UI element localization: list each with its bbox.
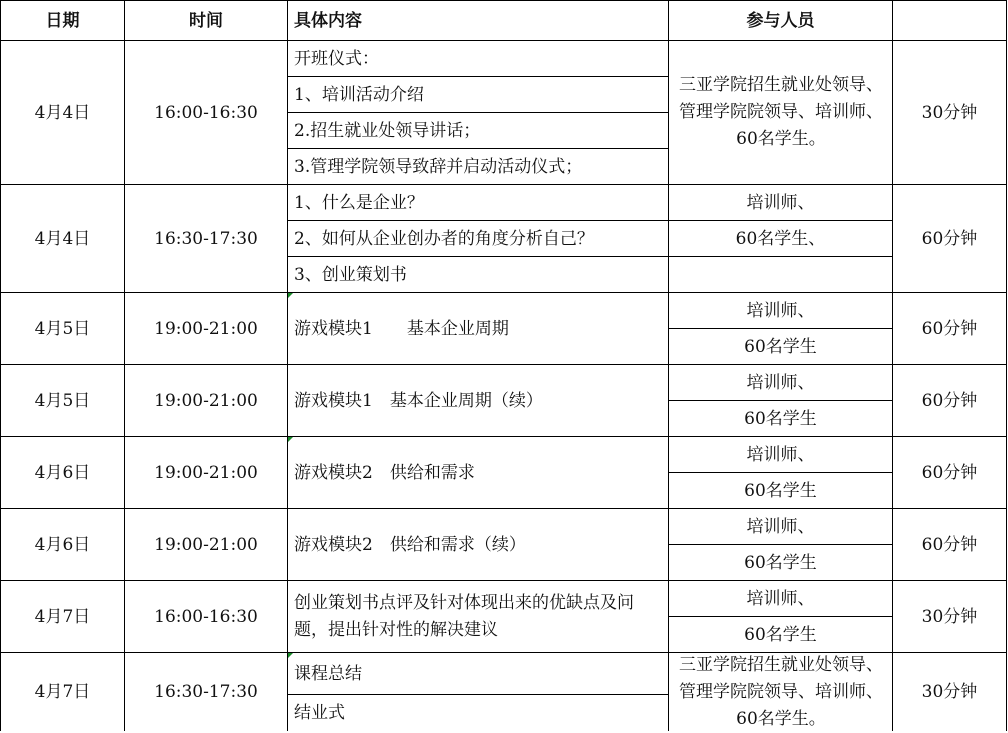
row-duration: 60分钟 bbox=[921, 228, 978, 249]
row-time: 16:00-16:30 bbox=[154, 606, 258, 627]
row-time: 19:00-21:00 bbox=[154, 462, 258, 483]
row-time: 19:00-21:00 bbox=[154, 318, 258, 339]
participant-line: 培训师、 bbox=[746, 516, 815, 537]
participant-line: 培训师、 bbox=[746, 372, 815, 393]
row-date: 4月7日 bbox=[34, 606, 91, 627]
row-duration: 60分钟 bbox=[921, 462, 978, 483]
content-line: 2.招生就业处领导讲话； bbox=[294, 120, 481, 141]
participant-line: 培训师、 bbox=[746, 444, 815, 465]
content-line: 3、创业策划书 bbox=[294, 264, 407, 285]
row-time: 19:00-21:00 bbox=[154, 534, 258, 555]
row-duration: 30分钟 bbox=[921, 606, 978, 627]
row-duration: 60分钟 bbox=[921, 534, 978, 555]
header-duration bbox=[893, 1, 1006, 40]
participant-line: 培训师、 bbox=[746, 588, 815, 609]
content-line: 游戏模块2 供给和需求（续） bbox=[294, 534, 526, 555]
participant-line bbox=[669, 257, 892, 292]
header-date: 日期 bbox=[45, 10, 80, 31]
row-time: 16:30-17:30 bbox=[154, 228, 258, 249]
row-date: 4月4日 bbox=[34, 102, 91, 123]
participant-line: 60名学生 bbox=[744, 552, 817, 573]
row-duration: 60分钟 bbox=[921, 318, 978, 339]
participant-line: 60名学生 bbox=[744, 480, 817, 501]
row-date: 4月7日 bbox=[34, 682, 91, 702]
participant-line: 60名学生、 bbox=[735, 228, 826, 249]
content-line: 游戏模块2 供给和需求 bbox=[294, 462, 475, 483]
content-line: 游戏模块1 基本企业周期 bbox=[294, 318, 509, 339]
participant-line: 培训师、 bbox=[746, 192, 815, 213]
header-content: 具体内容 bbox=[294, 10, 362, 31]
content-line: 1、什么是企业？ bbox=[294, 192, 424, 213]
row-duration: 30分钟 bbox=[921, 682, 978, 702]
content-line: 课程总结 bbox=[294, 663, 362, 684]
content-line: 创业策划书点评及针对体现出来的优缺点及问题，提出针对性的解决建议 bbox=[294, 592, 634, 640]
participant-line: 60名学生 bbox=[744, 336, 817, 357]
header-participants: 参与人员 bbox=[746, 10, 815, 31]
row-date: 4月6日 bbox=[34, 534, 91, 555]
row-date: 4月5日 bbox=[34, 390, 91, 411]
row-date: 4月4日 bbox=[34, 228, 91, 249]
row-participants: 三亚学院招生就业处领导、管理学院院领导、培训师、60名学生。 bbox=[679, 75, 883, 149]
content-line: 结业式 bbox=[294, 703, 345, 723]
header-time: 时间 bbox=[189, 10, 223, 31]
content-line: 3.管理学院领导致辞并启动活动仪式； bbox=[294, 156, 583, 177]
participant-line: 60名学生 bbox=[744, 408, 817, 429]
participant-line: 60名学生 bbox=[744, 624, 817, 645]
row-time: 19:00-21:00 bbox=[154, 390, 258, 411]
content-line: 开班仪式： bbox=[294, 48, 379, 69]
row-duration: 60分钟 bbox=[921, 390, 978, 411]
row-date: 4月6日 bbox=[34, 462, 91, 483]
row-duration: 30分钟 bbox=[921, 102, 978, 123]
row-participants: 三亚学院招生就业处领导、管理学院院领导、培训师、60名学生。 bbox=[679, 654, 883, 729]
content-line: 1、培训活动介绍 bbox=[294, 84, 424, 105]
content-line: 2、如何从企业创办者的角度分析自己？ bbox=[294, 228, 594, 249]
content-line: 游戏模块1 基本企业周期（续） bbox=[294, 390, 543, 411]
row-time: 16:00-16:30 bbox=[154, 102, 258, 123]
participant-line: 培训师、 bbox=[746, 300, 815, 321]
row-date: 4月5日 bbox=[34, 318, 91, 339]
row-time: 16:30-17:30 bbox=[154, 682, 258, 702]
